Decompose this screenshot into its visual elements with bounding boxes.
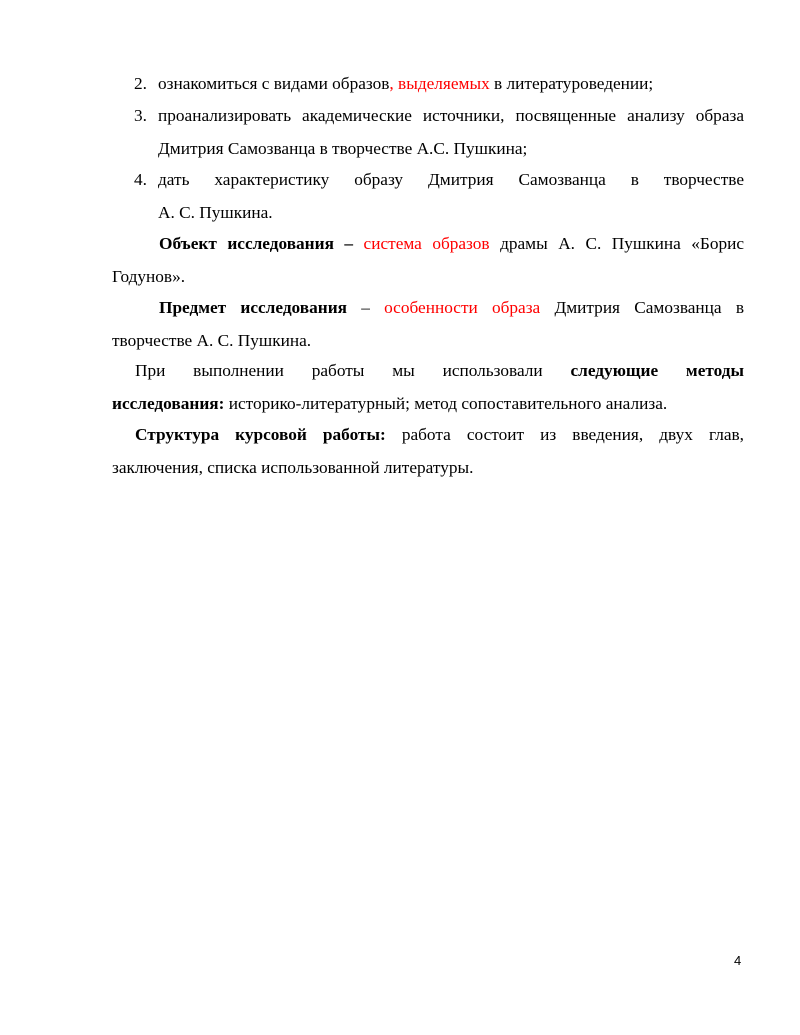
highlighted-text: особенности образа bbox=[384, 298, 541, 317]
list-text: ознакомиться с видами образов, выделяемых в литературоведении; bbox=[158, 74, 654, 93]
object-paragraph: Объект исследования – система образов драмы А. С. Пушкина «Борис Годунов». bbox=[112, 234, 745, 286]
methods-paragraph: При выполнении работы мы использовали следующие методы исследования: историко-литературный; метод сопоставительного анализа. bbox=[112, 361, 745, 413]
list-item bbox=[134, 164, 744, 229]
subject-label: Предмет исследования bbox=[159, 298, 348, 317]
list-number: 4. bbox=[134, 170, 147, 189]
subject-paragraph: Предмет исследования – особенности образа Дмитрия Самозванца в творчестве А. С. Пушкина. bbox=[112, 298, 744, 350]
list-item bbox=[134, 100, 744, 165]
highlighted-text: система образов bbox=[363, 234, 490, 253]
object-label: Объект исследования – bbox=[159, 234, 354, 253]
list-text: дать характеристику образу Дмитрия Самозванца в творчестве А. С. Пушкина. bbox=[158, 170, 744, 222]
highlighted-text: , выделяемых bbox=[389, 74, 490, 93]
list-text: проанализировать академические источники, посвященные анализу образа Дмитрия Самозванца в творчестве А.С. Пушкина; bbox=[158, 106, 744, 158]
list-number: 2. bbox=[134, 74, 147, 93]
list-item bbox=[134, 68, 744, 101]
list-number: 3. bbox=[134, 106, 147, 125]
structure-paragraph: Структура курсовой работы: работа состоит из введения, двух глав, заключения, списка использованной литературы. bbox=[112, 425, 744, 477]
page-number: 4 bbox=[734, 953, 742, 968]
